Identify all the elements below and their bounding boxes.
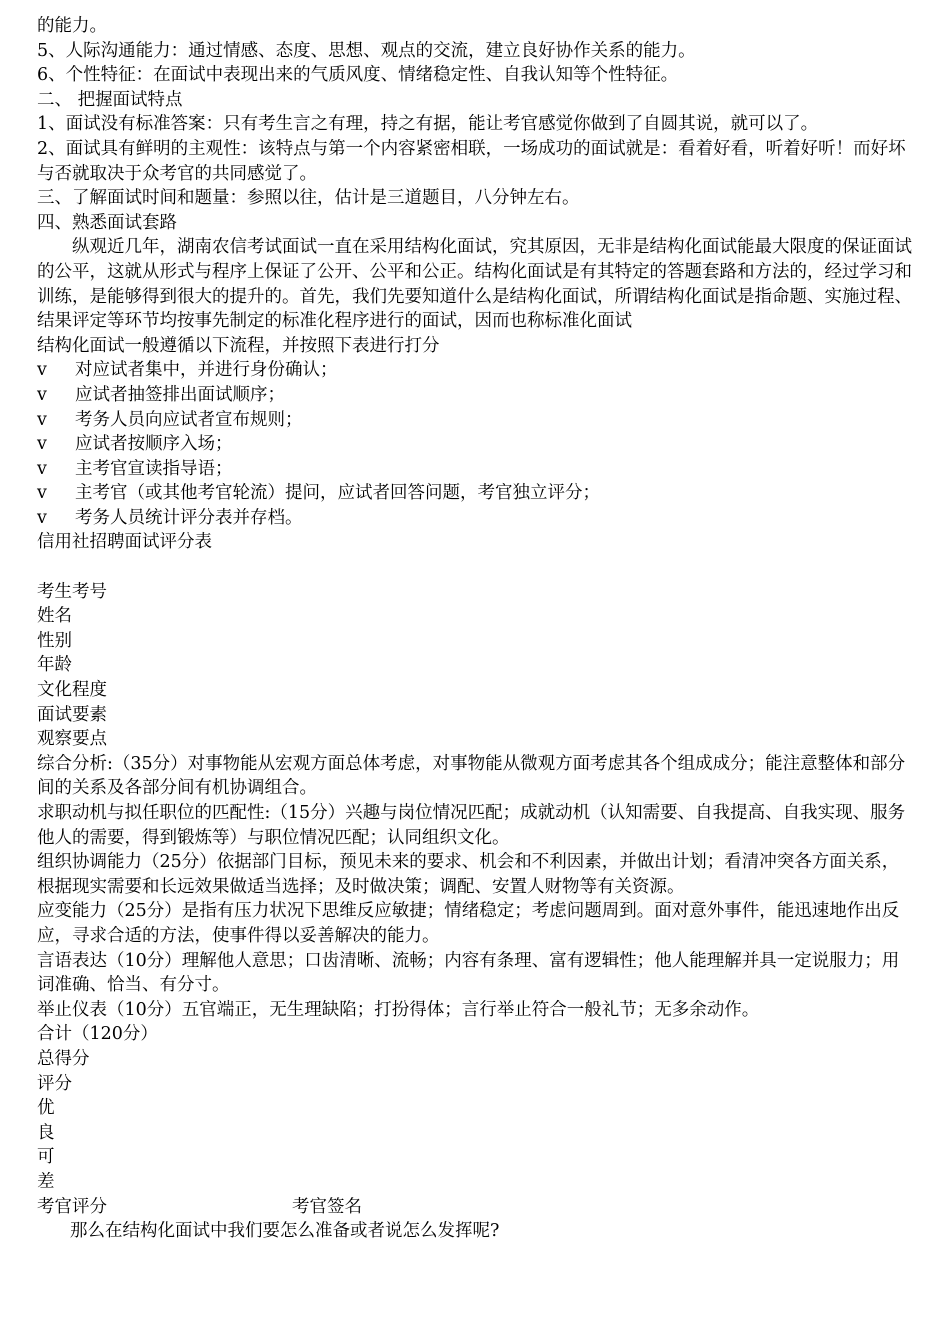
field-interview-elements: 面试要素 (37, 704, 107, 725)
overall-score-label: 总得分 (37, 1048, 90, 1069)
field-age: 年龄 (37, 655, 72, 676)
closing-question: 那么在结构化面试中我们要怎么准备或者说怎么发挥呢? (70, 1221, 500, 1242)
field-gender: 性别 (37, 630, 72, 651)
step-text: 应试者按顺序入场； (75, 434, 233, 455)
criterion-organization: 组织协调能力（25分）依据部门目标，预见未来的要求、机会和不利因素，并做出计划；看清冲突各方面关系，根据现实需要和长远效果做适当选择；及时做决策；调配、安置人财物等有关资源。 (37, 852, 900, 897)
section-4-heading: 四、熟悉面试套路 (37, 212, 177, 233)
step-text: 考务人员向应试者宣布规则； (75, 409, 303, 430)
step-text: 主考官宣读指导语； (75, 458, 233, 479)
ability-item-5: 5、人际沟通能力：通过情感、态度、思想、观点的交流，建立良好协作关系的能力。 (37, 40, 696, 61)
field-name: 姓名 (37, 606, 72, 627)
flow-intro: 结构化面试一般遵循以下流程，并按照下表进行打分 (37, 335, 440, 356)
criterion-motivation-fit: 求职动机与拟任职位的匹配性:（15分）兴趣与岗位情况匹配；成就动机（认知需要、自我提高、自我实现、服务他人的需要，得到锻炼等）与职位情况匹配；认同组织文化。 (37, 803, 906, 848)
score-table-title: 信用社招聘面试评分表 (37, 532, 212, 553)
section-2-point-2: 2、面试具有鲜明的主观性：该特点与第一个内容紧密相联，一场成功的面试就是：看着好看，听着好听！而好坏与否就取决于众考官的共同感觉了。 (37, 138, 906, 184)
bullet-mark: v (37, 458, 47, 479)
bullet-mark: v (37, 434, 47, 455)
field-education: 文化程度 (37, 680, 107, 701)
list-item (37, 432, 912, 457)
criterion-comprehensive-analysis: 综合分析:（35分）对事物能从宏观方面总体考虑，对事物能从微观方面考虑其各个组成成分；能注意整体和部分间的关系及各部分间有机协调组合。 (37, 753, 906, 799)
grade-excellent: 优 (37, 1098, 55, 1119)
ability-item-6: 6、个性特征：在面试中表现出来的气质风度、情绪稳定性、自我认知等个性特征。 (37, 65, 679, 86)
criterion-appearance: 举止仪表（10分）五官端正，无生理缺陷；打扮得体；言行举止符合一般礼节；无多余动作。 (37, 999, 760, 1020)
examiner-signature-label: 考官签名 (292, 1196, 362, 1217)
list-item (37, 506, 912, 531)
field-exam-number: 考生考号 (37, 581, 107, 602)
list-item (37, 383, 912, 408)
bullet-mark: v (37, 409, 47, 430)
grade-good: 良 (37, 1122, 55, 1143)
step-text: 主考官（或其他考官轮流）提问，应试者回答问题，考官独立评分； (75, 483, 600, 504)
document-page (37, 14, 912, 1244)
bullet-mark: v (37, 384, 47, 405)
intro-continuation: 的能力。 (37, 16, 107, 36)
section-2-point-1: 1、面试没有标准答案：只有考生言之有理，持之有据，能让考官感觉你做到了自圆其说，就可以了。 (37, 114, 819, 135)
step-text: 考务人员统计评分表并存档。 (75, 507, 303, 528)
criterion-verbal-expression: 言语表达（10分）理解他人意思；口齿清晰、流畅；内容有条理、富有逻辑性；他人能理解并具一定说服力；用词准确、恰当、有分寸。 (37, 950, 900, 996)
criterion-adaptability: 应变能力（25分）是指有压力状况下思维反应敏捷；情绪稳定；考虑问题周到。面对意外事件，能迅速地作出反应，寻求合适的方法，使事件得以妥善解决的能力。 (37, 901, 900, 946)
section-4-paragraph: 纵观近几年，湖南农信考试面试一直在采用结构化面试，究其原因，无非是结构化面试能最大限度的保证面试的公平，这就从形式与程序上保证了公开、公平和公正。结构化面试是有其特定的答题套路和方法的，经过学习和训练，是能够得到很大的提升的。首先，我们先要知道什么是结构化面试，所谓结构化面试是指命题、实施过程、结果评定等环节均按事先制定的标准化程序进行的面试，因而也称标准化面试 (37, 237, 912, 332)
bullet-mark: v (37, 507, 47, 528)
list-item (37, 408, 912, 433)
list-item (37, 481, 912, 506)
section-2-heading: 二、 把握面试特点 (37, 89, 183, 110)
step-text: 对应试者集中，并进行身份确认； (75, 360, 338, 381)
list-item (37, 358, 912, 383)
grade-fair: 可 (37, 1147, 55, 1168)
bullet-mark: v (37, 360, 47, 381)
grade-poor: 差 (37, 1171, 55, 1192)
examiner-score-label: 考官评分 (37, 1196, 107, 1217)
total-label: 合计（120分） (37, 1024, 158, 1045)
step-text: 应试者抽签排出面试顺序； (75, 384, 285, 405)
examiner-row (37, 1195, 912, 1220)
list-item (37, 457, 912, 482)
bullet-mark: v (37, 483, 47, 504)
section-3-heading: 三、了解面试时间和题量：参照以往，估计是三道题目，八分钟左右。 (37, 188, 580, 209)
field-observation-points: 观察要点 (37, 729, 107, 750)
process-steps-list (37, 358, 912, 530)
blank-line (37, 555, 912, 580)
rating-label: 评分 (37, 1073, 72, 1094)
